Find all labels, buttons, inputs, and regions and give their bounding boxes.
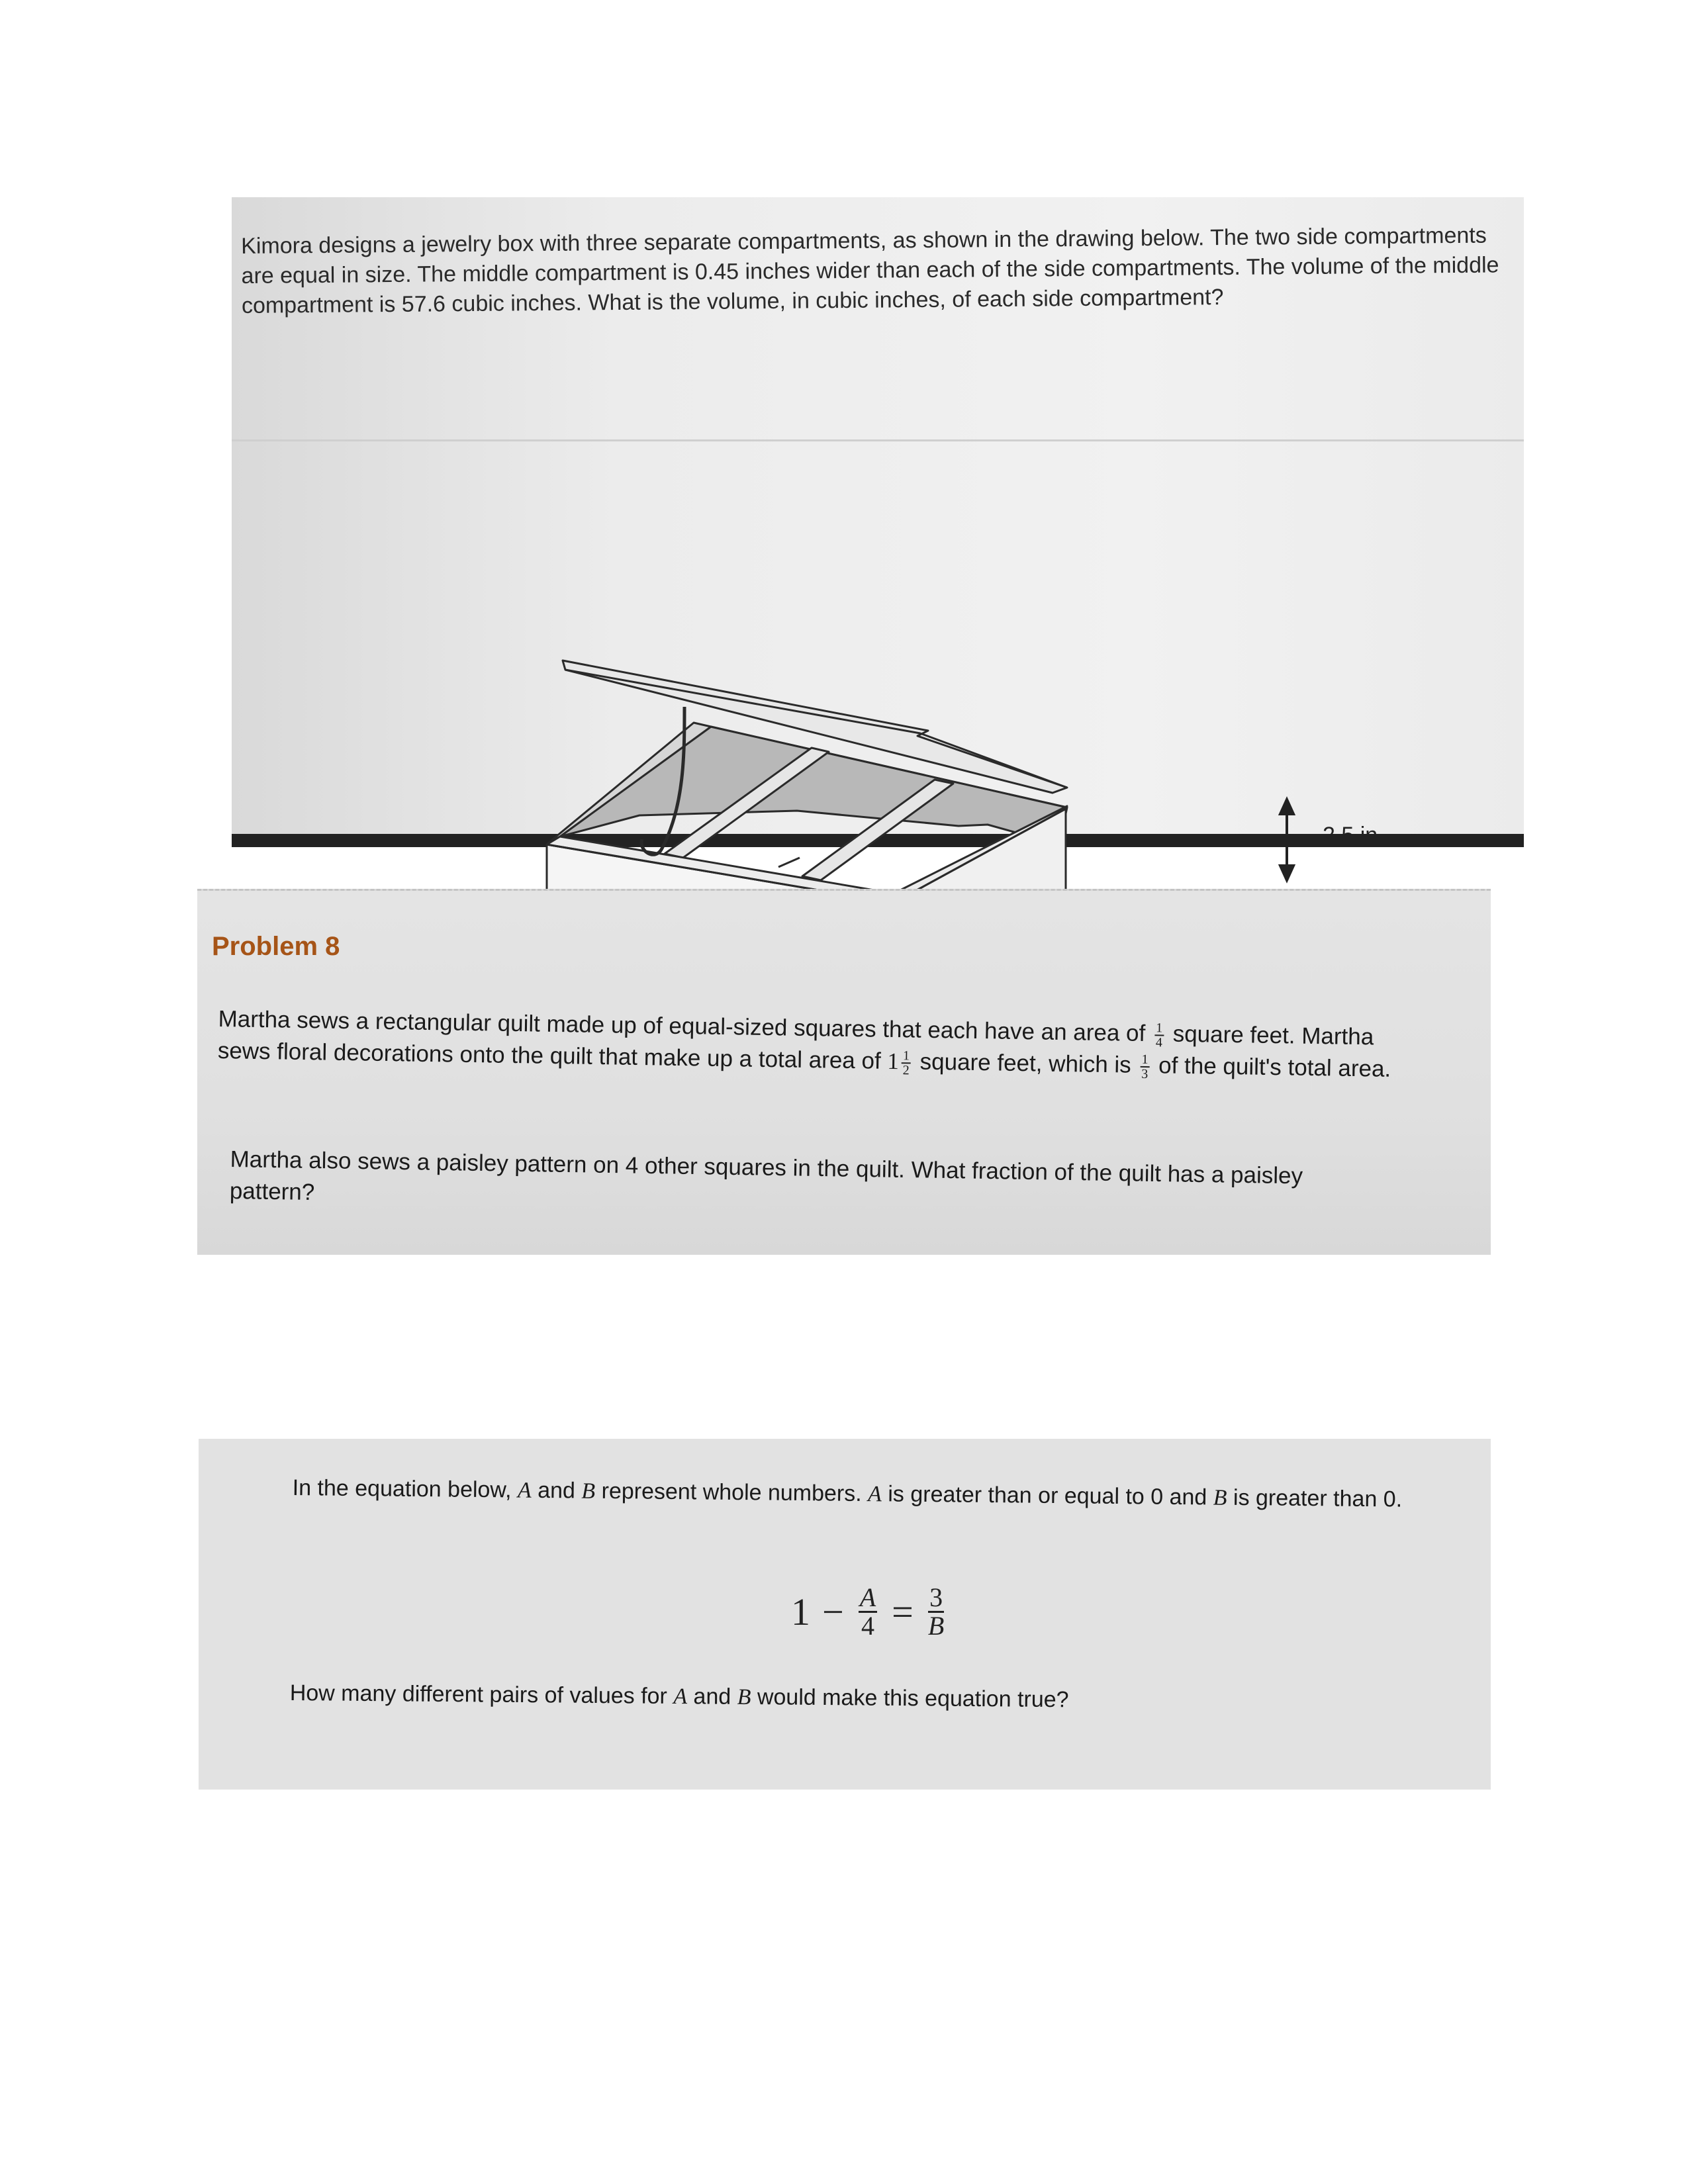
equation-one: 1 xyxy=(791,1590,810,1633)
problem-8-panel xyxy=(197,889,1491,1255)
fraction-numerator: 1 xyxy=(902,1049,911,1064)
jewelry-box-question-text: Kimora designs a jewelry box with three separate compartments, as shown in the drawing below. The two side compartments are equal in size. The middle compartment is 0.45 inches wider than each of the side compartments. The volume of the middle compartment is 57.6 cubic inches. What is the volume, in cubic inches, of each side compartment? xyxy=(241,222,1499,318)
fraction-denominator: 2 xyxy=(902,1063,910,1078)
variable-a: A xyxy=(673,1684,688,1709)
intro-text: represent whole numbers. xyxy=(594,1478,868,1507)
box-interior xyxy=(560,727,1067,844)
equation-intro xyxy=(292,1472,1470,1517)
variable-b: B xyxy=(1213,1485,1227,1510)
panel-divider xyxy=(232,439,1524,441)
height-dimension xyxy=(1280,799,1293,880)
variable-b: B xyxy=(737,1684,751,1710)
quilt-text-4: of the quilt's total area. xyxy=(1158,1052,1391,1082)
intro-text: In the equation below, xyxy=(292,1475,518,1503)
fraction-denominator: 4 xyxy=(1155,1034,1162,1050)
problem-title: Problem 8 xyxy=(212,932,340,961)
variable-b: B xyxy=(581,1479,596,1504)
fraction-denominator: 4 xyxy=(861,1611,874,1641)
equation-problem-panel xyxy=(199,1439,1491,1790)
fraction-one-fourth xyxy=(1154,1021,1164,1049)
quilt-text-3: square feet, which is xyxy=(919,1048,1132,1078)
height-label: 2.5 in xyxy=(1323,823,1378,848)
fraction-one-third xyxy=(1140,1053,1150,1081)
question-text: How many different pairs of values for xyxy=(289,1680,674,1709)
fraction-3-over-b xyxy=(928,1584,944,1639)
equation-minus: − xyxy=(822,1590,844,1633)
variable-a: A xyxy=(867,1482,882,1507)
quilt-text-1: Martha sews a rectangular quilt made up of equal-sized squares that each have an area of xyxy=(218,1005,1146,1046)
question-text: would make this equation true? xyxy=(751,1684,1069,1713)
intro-text: is greater than 0. xyxy=(1227,1484,1403,1512)
fraction-one-half xyxy=(902,1049,912,1077)
equation xyxy=(791,1584,947,1639)
jewelry-box-problem-panel xyxy=(232,197,1524,847)
variable-a: A xyxy=(517,1478,532,1503)
fraction-a-over-4 xyxy=(859,1584,877,1639)
quilt-paragraph xyxy=(217,1003,1423,1086)
paisley-question: Martha also sews a paisley pattern on 4 other squares in the quilt. What fraction of the quilt has a paisley pattern? xyxy=(229,1146,1303,1206)
fraction-numerator: 1 xyxy=(1154,1021,1164,1036)
mixed-number-whole: 1 xyxy=(887,1048,900,1075)
fraction-denominator: 3 xyxy=(1141,1066,1149,1081)
fraction-numerator: 1 xyxy=(1140,1053,1149,1068)
intro-text: is greater than or equal to 0 and xyxy=(881,1481,1213,1510)
equation-equals: = xyxy=(892,1590,914,1633)
variable-b: B xyxy=(927,1611,945,1641)
variable-a: A xyxy=(859,1582,876,1612)
jewelry-box-drawing xyxy=(232,449,1524,848)
question-text: and xyxy=(686,1684,737,1709)
intro-text: and xyxy=(531,1477,582,1504)
quilt-text-2: square feet. Martha sews floral decorations onto the quilt that make up a total area of xyxy=(217,1021,1374,1074)
equation-question xyxy=(290,1677,1468,1720)
fraction-numerator: 3 xyxy=(928,1584,944,1613)
